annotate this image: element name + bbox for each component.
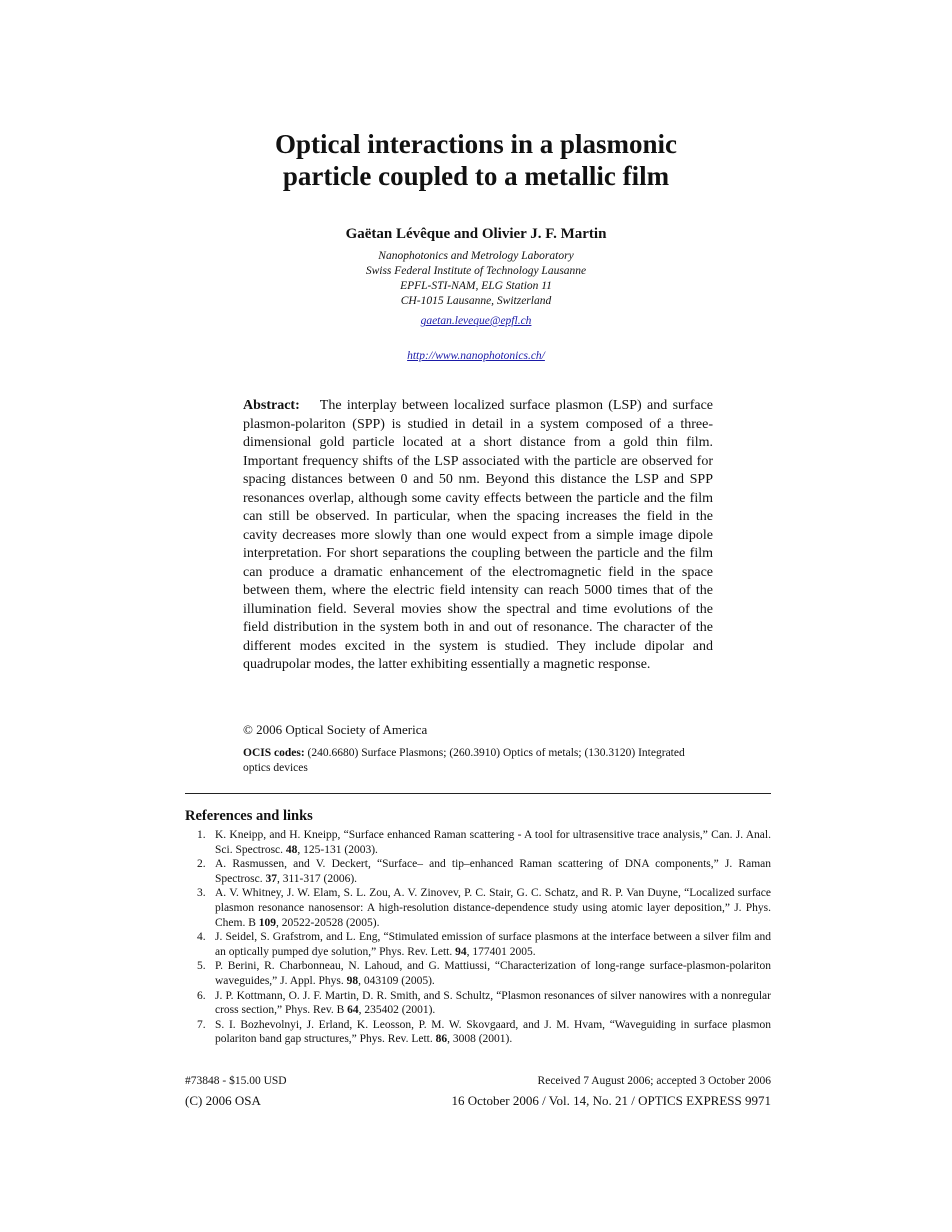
paper-title <box>0 128 952 192</box>
footer-doc-id: #73848 - $15.00 USD <box>185 1075 287 1087</box>
reference-volume: 48 <box>285 843 298 856</box>
reference-item <box>185 959 771 988</box>
footer-received: Received 7 August 2006; accepted 3 October 2006 <box>537 1075 771 1087</box>
reference-number: 1. <box>197 829 206 841</box>
email-link[interactable]: gaetan.leveque@epfl.ch <box>420 315 532 327</box>
reference-pages: , 311-317 (2006). <box>276 872 358 885</box>
reference-number: 3. <box>197 887 206 900</box>
abstract-label: Abstract: <box>243 398 300 413</box>
reference-item <box>185 1018 771 1047</box>
reference-item <box>185 886 771 930</box>
reference-text: K. Kneipp, and H. Kneipp, “Surface enhanced Raman scattering - A tool for ultrasensitive trace analysis,” Can. J. Anal. Sci. Spectrosc. <box>215 829 771 856</box>
reference-pages: , 20522-20528 (2005). <box>276 916 380 929</box>
title-line-1: Optical interactions in a plasmonic <box>274 129 677 159</box>
footer-citation: 16 October 2006 / Vol. 14, No. 21 / OPTICS EXPRESS 9971 <box>451 1093 771 1108</box>
abstract <box>243 397 713 675</box>
affiliation-line-1: Nanophotonics and Metrology Laboratory <box>378 250 574 262</box>
reference-text: S. I. Bozhevolnyi, J. Erland, K. Leosson, P. M. W. Skovgaard, and J. M. Hvam, “Waveguiding in surface plasmon polariton band gap structures,” Phys. Rev. Lett. <box>215 1018 771 1046</box>
authors: Gaëtan Lévêque and Olivier J. F. Martin <box>345 226 607 242</box>
ocis-label: OCIS codes: <box>243 747 305 759</box>
reference-text: P. Berini, R. Charbonneau, N. Lahoud, and G. Mattiussi, “Characterization of long-range surface-plasmon-polariton waveguides,” J. Appl. Phys. <box>215 960 771 987</box>
title-line-2: particle coupled to a metallic film <box>282 161 670 191</box>
reference-text: J. P. Kottmann, O. J. F. Martin, D. R. Smith, and S. Schultz, “Plasmon resonances of silver nanowires with a nonregular cross section,” Phys. Rev. B <box>215 989 771 1017</box>
reference-item <box>185 828 771 857</box>
reference-number: 7. <box>197 1018 206 1031</box>
website-link[interactable]: http://www.nanophotonics.ch/ <box>407 350 545 362</box>
reference-volume: 37 <box>265 872 277 885</box>
reference-item <box>185 857 771 886</box>
reference-volume: 109 <box>258 916 277 929</box>
reference-pages: , 177401 2005. <box>466 945 536 958</box>
section-divider <box>185 793 771 794</box>
affiliation-line-2: Swiss Federal Institute of Technology Lausanne <box>365 265 587 277</box>
reference-number: 5. <box>197 960 206 973</box>
reference-volume: 86 <box>435 1033 448 1046</box>
reference-text: A. Rasmussen, and V. Deckert, “Surface– and tip–enhanced Raman scattering of DNA components,” J. Raman Spectrosc. <box>215 858 771 885</box>
reference-text: J. Seidel, S. Grafstrom, and L. Eng, “Stimulated emission of surface plasmons at the interface between a silver film and an optically pumped dye solution,” Phys. Rev. Lett. <box>215 931 771 958</box>
reference-pages: , 3008 (2001). <box>447 1033 513 1046</box>
abstract-text: The interplay between localized surface plasmon (LSP) and surface plasmon-polariton (SPP) is studied in detail in a system composed of a three-dimensional gold particle located at a short distance from a gold thin film. Important frequency shifts of the LSP associated with the particle are observed for spacing distances between 0 and 50 nm. Beyond this distance the LSP and SPP resonances overlap, although some cavity effects between the particle and the film can still be observed. In particular, when the spacing increases the field in the cavity decreases more slowly than one would expect from a simple image dipole interpretation. For short separations the coupling between the particle and the film can produce a dramatic enhancement of the electromagnetic field in the space between them, where the electric field intensity can reach 5000 times that of the illumination field. Several movies show the spectral and time evolutions of the field distribution in the system both in and out of resonance. The character of the different modes excited in the system is studied. They include dipolar and quadrupolar modes, the latter exhibiting essentially a magnetic response. <box>243 398 713 672</box>
ocis-text: (240.6680) Surface Plasmons; (260.3910) Optics of metals; (130.3120) Integrated optics devices <box>243 747 685 774</box>
references-list <box>185 828 771 1047</box>
reference-number: 6. <box>197 989 206 1002</box>
footer-copyright: (C) 2006 OSA <box>185 1093 261 1108</box>
email-row <box>0 311 952 329</box>
affiliation <box>0 249 952 309</box>
affiliation-line-3: EPFL-STI-NAM, ELG Station 11 <box>400 280 552 292</box>
reference-volume: 98 <box>346 974 359 987</box>
reference-pages: , 235402 (2001). <box>358 1004 436 1017</box>
reference-pages: , 043109 (2005). <box>358 974 435 987</box>
ocis-codes <box>243 746 713 776</box>
reference-volume: 64 <box>347 1004 359 1017</box>
reference-item <box>185 930 771 959</box>
reference-item <box>185 989 771 1018</box>
affiliation-line-4: CH-1015 Lausanne, Switzerland <box>400 295 552 307</box>
reference-text: A. V. Whitney, J. W. Elam, S. L. Zou, A. V. Zinovev, P. C. Stair, G. C. Schatz, and R. P. Van Duyne, “Localized surface plasmon resonance nanosensor: A high-resolution distance-dependence study using atomic layer deposition,” J. Phys. Chem. B <box>215 887 771 929</box>
reference-number: 2. <box>197 858 206 871</box>
reference-volume: 94 <box>455 945 467 958</box>
copyright-notice: © 2006 Optical Society of America <box>243 722 428 737</box>
url-row <box>0 346 952 364</box>
reference-pages: , 125-131 (2003). <box>297 843 378 856</box>
reference-number: 4. <box>197 931 206 944</box>
references-heading: References and links <box>185 808 313 824</box>
